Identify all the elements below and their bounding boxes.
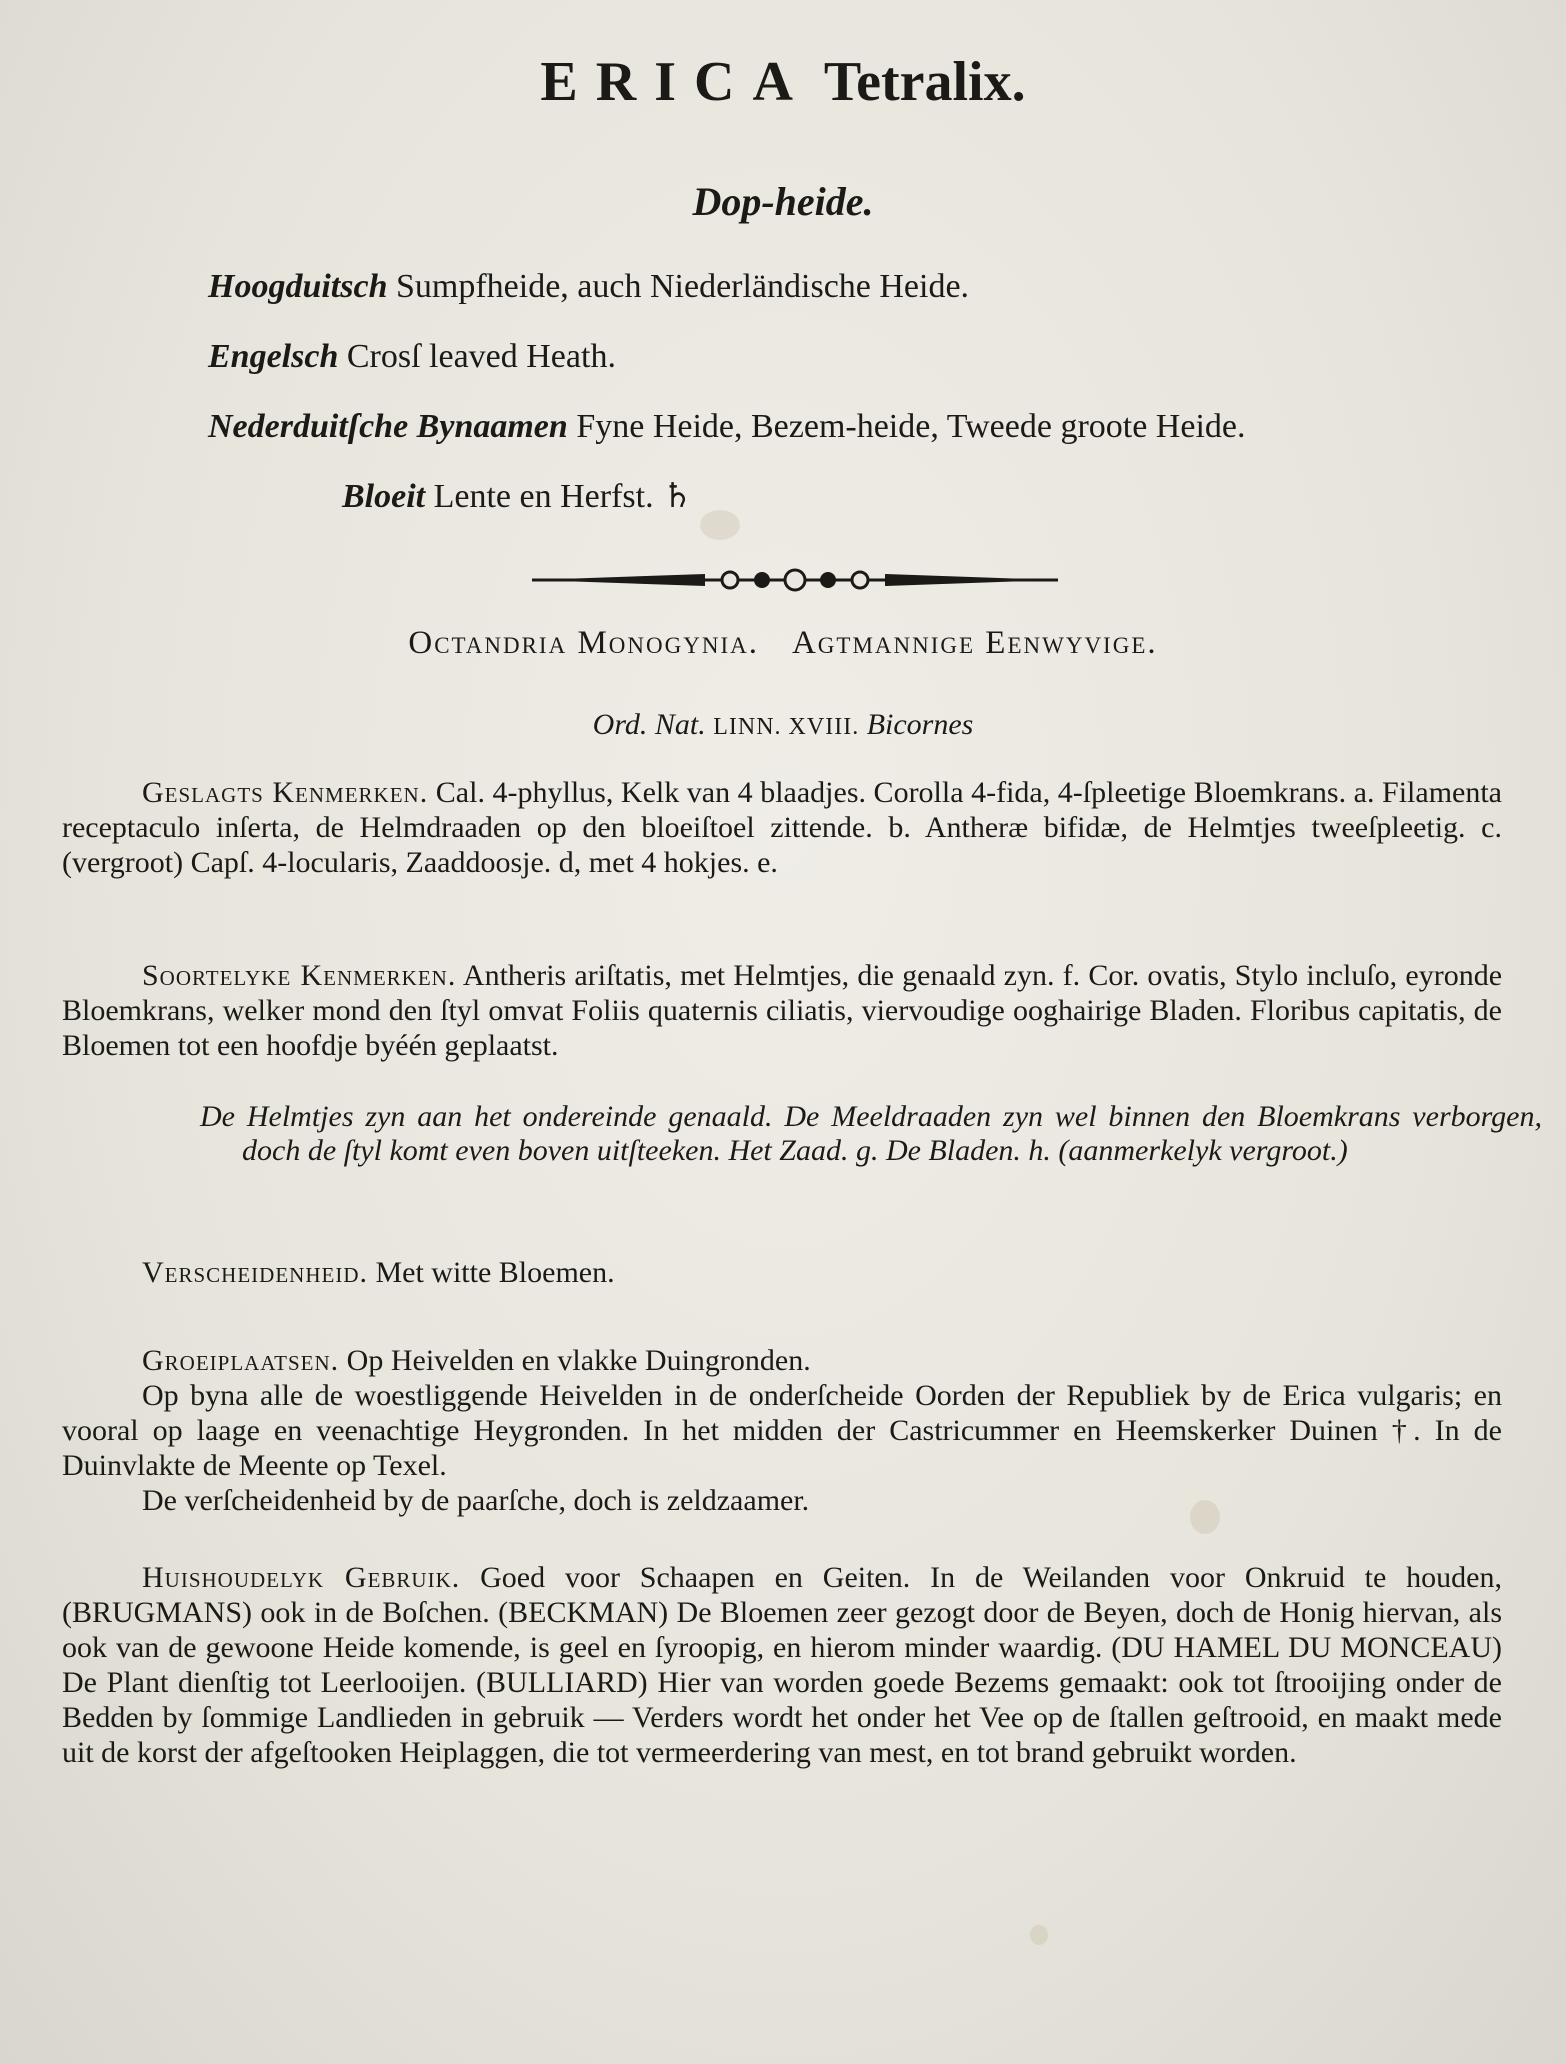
linn-reference: LINN. XVIII. bbox=[713, 714, 860, 740]
section-huishoudelyk-gebruik bbox=[62, 1560, 1502, 1770]
name-label: Bloeit bbox=[342, 478, 426, 515]
genus-name: ERICA bbox=[540, 51, 811, 113]
section-heading: Geslagts Kenmerken. bbox=[142, 776, 429, 809]
name-value: Crosſ leaved Heath. bbox=[346, 338, 616, 375]
paper-stain bbox=[1030, 1925, 1048, 1945]
name-row-bloeit bbox=[342, 476, 693, 516]
helmtjes-note: De Helmtjes zyn aan het ondereinde genaald. De Meeldraaden zyn wel binnen den Bloemkrans verborgen, doch de ſtyl komt even boven uitſteeken. Het Zaad. g. De Bladen. h. (aanmerkelyk vergroot.) bbox=[200, 1100, 1542, 1167]
section-verscheidenheid bbox=[62, 1255, 1502, 1290]
page-title bbox=[0, 50, 1566, 114]
name-value: Fyne Heide, Bezem-heide, Tweede groote Heide. bbox=[576, 408, 1246, 445]
classification-dutch: Agtmannige Eenwyvige. bbox=[791, 625, 1158, 661]
order-name: Bicornes bbox=[866, 708, 974, 741]
name-row-engelsch bbox=[208, 338, 616, 376]
name-row-nederduitsche bbox=[208, 408, 1246, 446]
species-name: Tetralix. bbox=[823, 51, 1026, 113]
section-heading: Verscheidenheid. bbox=[142, 1256, 368, 1289]
section-text: Op Heivelden en vlakke Duingronden. bbox=[346, 1344, 811, 1377]
name-label: Hoogduitsch bbox=[208, 268, 388, 305]
name-value: Lente en Herfst. ♄ bbox=[433, 478, 693, 515]
section-text: Met witte Bloemen. bbox=[375, 1256, 615, 1289]
groeiplaatsen-paragraph: Op byna alle de woestliggende Heivelden in de onderſcheide Oorden der Republiek by de Erica vulgaris; en vooral op laage en veenachtige Heygronden. In het midden der Castricummer en Heemskerker Duinen †. In de Duinvlakte de Meente op Texel. bbox=[62, 1379, 1502, 1482]
ornament-divider bbox=[530, 560, 1060, 600]
paper-stain bbox=[700, 510, 740, 540]
groeiplaatsen-variety-note: De verſcheidenheid by de paarſche, doch is zeldzaamer. bbox=[142, 1484, 810, 1517]
groeiplaatsen-line bbox=[62, 1343, 1502, 1378]
section-heading: Huishoudelyk Gebruik. bbox=[142, 1561, 461, 1594]
section-geslagts-kenmerken bbox=[62, 775, 1502, 880]
name-row-hoogduitsch bbox=[208, 268, 969, 306]
classification-latin: Octandria Monogynia. bbox=[408, 625, 759, 661]
classification-order bbox=[0, 625, 1566, 662]
ord-nat-label: Ord. Nat. bbox=[592, 708, 706, 741]
natural-order bbox=[0, 708, 1566, 742]
section-heading: Groeiplaatsen. bbox=[142, 1344, 340, 1377]
section-groeiplaatsen bbox=[62, 1343, 1502, 1518]
name-label: Engelsch bbox=[208, 338, 339, 375]
section-text: Goed voor Schaapen en Geiten. In de Weilanden voor Onkruid te houden, (BRUGMANS) ook in de Boſchen. (BECKMAN) De Bloemen zeer gezogt door de Beyen, doch de Honig hiervan, als ook van de gewoone Heide komende, is geel en ſyroopig, en hierom minder waardig. (DU HAMEL DU MONCEAU) De Plant dienſtig tot Leerlooijen. (BULLIARD) Hier van worden goede Bezems gemaakt: ook tot ſtrooijing onder de Bedden by ſommige Landlieden in gebruik — Verders wordt het onder het Vee op de ſtallen geſtrooid, en maakt mede uit de korst der afgeſtooken Heiplaggen, die tot vermeerdering van mest, en tot brand gebruikt worden. bbox=[62, 1561, 1502, 1769]
name-label: Nederduitſche Bynaamen bbox=[208, 408, 568, 445]
section-soortelyke-kenmerken bbox=[62, 958, 1502, 1063]
name-value: Sumpfheide, auch Niederländische Heide. bbox=[395, 268, 970, 305]
common-name: Dop-heide. bbox=[692, 179, 874, 224]
section-text: Cal. 4-phyllus, Kelk van 4 blaadjes. Corolla 4-fida, 4-ſpleetige Bloemkrans. a. Filamenta receptaculo inſerta, de Helmdraaden op den bloeiſtoel zittende. b. Antheræ bifidæ, de Helmtjes tweeſpleetig. c. (vergroot) Capſ. 4-locularis, Zaaddoosje. d, met 4 hokjes. e. bbox=[62, 776, 1503, 879]
section-heading: Soortelyke Kenmerken. bbox=[142, 959, 457, 992]
section-text: Antheris ariſtatis, met Helmtjes, die genaald zyn. f. Cor. ovatis, Stylo incluſo, eyronde Bloemkrans, welker mond den ſtyl omvat Foliis quaternis ciliatis, viervoudige ooghairige Bladen. Floribus capitatis, de Bloemen tot een hoofdje byéén geplaatst. bbox=[62, 959, 1503, 1062]
